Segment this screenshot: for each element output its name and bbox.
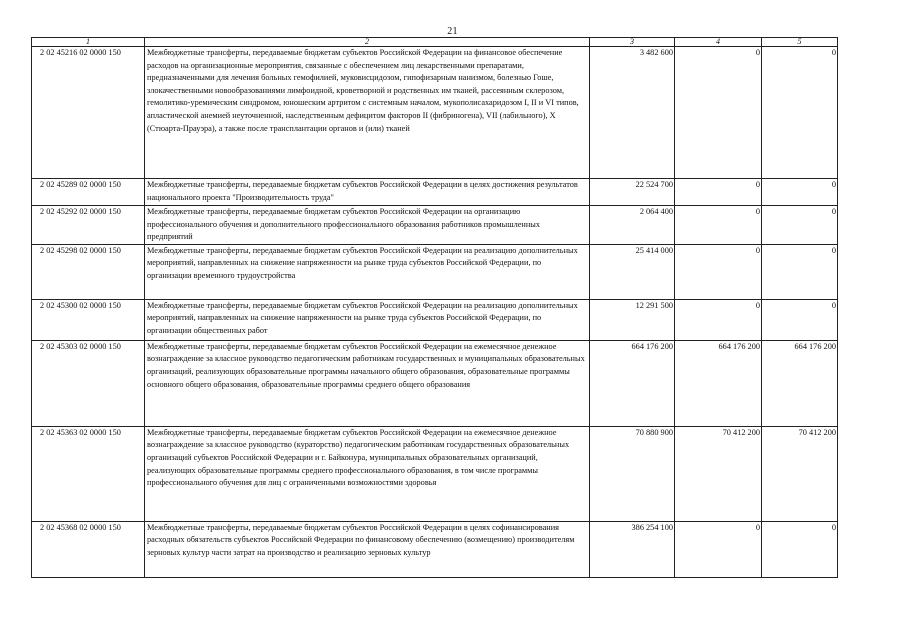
amount-col3: 22 524 700 [590, 179, 675, 206]
amount-col5: 70 412 200 [762, 426, 838, 521]
budget-table [31, 37, 838, 578]
row-description: Межбюджетные трансферты, передаваемые бюджетам субъектов Российской Федерации на реализацию дополнительных мероприятий, направленных на снижение напряженности на рынке труда субъектов Российской Федерации, по организации временного трудоустройства [145, 244, 590, 299]
amount-col4: 0 [675, 299, 762, 340]
budget-code: 2 02 45289 02 0000 150 [32, 179, 145, 206]
amount-col4: 0 [675, 521, 762, 577]
row-description: Межбюджетные трансферты, передаваемые бюджетам субъектов Российской Федерации на ежемесячное денежное вознаграждение за классное руководство (кураторство) педагогическим работникам государственных образовательных организаций субъектов Российской Федерации и г. Байконура, муниципальных образовательных организаций, реализующих образовательные программы среднего профессионального образования, в том числе программы профессионального обучения для лиц с ограниченными возможностями здоровья [145, 426, 590, 521]
amount-col5: 0 [762, 179, 838, 206]
amount-col4: 664 176 200 [675, 340, 762, 426]
header-col-5: 5 [762, 38, 838, 47]
table-row [32, 299, 838, 340]
amount-col5: 0 [762, 47, 838, 179]
header-col-2: 2 [145, 38, 590, 47]
amount-col3: 2 064 400 [590, 206, 675, 245]
amount-col3: 386 254 100 [590, 521, 675, 577]
budget-code: 2 02 45363 02 0000 150 [32, 426, 145, 521]
table-row [32, 206, 838, 245]
amount-col4: 70 412 200 [675, 426, 762, 521]
header-row [32, 38, 838, 47]
amount-col4: 0 [675, 206, 762, 245]
table-row [32, 47, 838, 179]
budget-code: 2 02 45292 02 0000 150 [32, 206, 145, 245]
amount-col5: 0 [762, 521, 838, 577]
row-description: Межбюджетные трансферты, передаваемые бюджетам субъектов Российской Федерации в целях софинансирования расходных обязательств субъектов Российской Федерации по финансовому обеспечению (возмещению) производителям зерновых культур части затрат на производство и реализацию зерновых культур [145, 521, 590, 577]
amount-col4: 0 [675, 179, 762, 206]
budget-code: 2 02 45300 02 0000 150 [32, 299, 145, 340]
table-row [32, 426, 838, 521]
budget-code: 2 02 45303 02 0000 150 [32, 340, 145, 426]
budget-code: 2 02 45298 02 0000 150 [32, 244, 145, 299]
table-row [32, 179, 838, 206]
table-row [32, 521, 838, 577]
header-col-4: 4 [675, 38, 762, 47]
amount-col3: 70 880 900 [590, 426, 675, 521]
row-description: Межбюджетные трансферты, передаваемые бюджетам субъектов Российской Федерации на реализацию дополнительных мероприятий, направленных на снижение напряженности на рынке труда субъектов Российской Федерации, по организации общественных работ [145, 299, 590, 340]
amount-col5: 0 [762, 299, 838, 340]
budget-code: 2 02 45216 02 0000 150 [32, 47, 145, 179]
budget-code: 2 02 45368 02 0000 150 [32, 521, 145, 577]
page-number: 21 [447, 26, 458, 37]
header-col-1: 1 [32, 38, 145, 47]
row-description: Межбюджетные трансферты, передаваемые бюджетам субъектов Российской Федерации в целях достижения результатов национального проекта "Производительность труда" [145, 179, 590, 206]
amount-col4: 0 [675, 47, 762, 179]
row-description: Межбюджетные трансферты, передаваемые бюджетам субъектов Российской Федерации на организацию профессионального обучения и дополнительного профессионального образования работников промышленных предприятий [145, 206, 590, 245]
table-row [32, 340, 838, 426]
amount-col5: 664 176 200 [762, 340, 838, 426]
amount-col3: 25 414 000 [590, 244, 675, 299]
amount-col5: 0 [762, 206, 838, 245]
amount-col3: 3 482 600 [590, 47, 675, 179]
header-col-3: 3 [590, 38, 675, 47]
amount-col3: 664 176 200 [590, 340, 675, 426]
row-description: Межбюджетные трансферты, передаваемые бюджетам субъектов Российской Федерации на финансовое обеспечение расходов на организационные мероприятия, связанные с обеспечением лиц лекарственными препаратами, предназначенными для лечения больных гемофилией, муковисцидозом, гипофизарным нанизмом, болезнью Гоше, злокачественными новообразованиями лимфоидной, кроветворной и родственных им тканей, рассеянным склерозом, гемолитико-уремическим синдромом, юношеским артритом с системным началом, мукополисахаридозом I, II и VI типов, апластической анемией неуточненной, наследственным дефицитом факторов II (фибриногена), VII (лабильного), X (Стюарта-Прауэра), а также после трансплантации органов и (или) тканей [145, 47, 590, 179]
row-description: Межбюджетные трансферты, передаваемые бюджетам субъектов Российской Федерации на ежемесячное денежное вознаграждение за классное руководство педагогическим работникам государственных и муниципальных образовательных организаций, реализующих образовательные программы начального общего образования, образовательные программы основного общего образования, образовательные программы среднего общего образования [145, 340, 590, 426]
amount-col5: 0 [762, 244, 838, 299]
amount-col3: 12 291 500 [590, 299, 675, 340]
amount-col4: 0 [675, 244, 762, 299]
table-row [32, 244, 838, 299]
